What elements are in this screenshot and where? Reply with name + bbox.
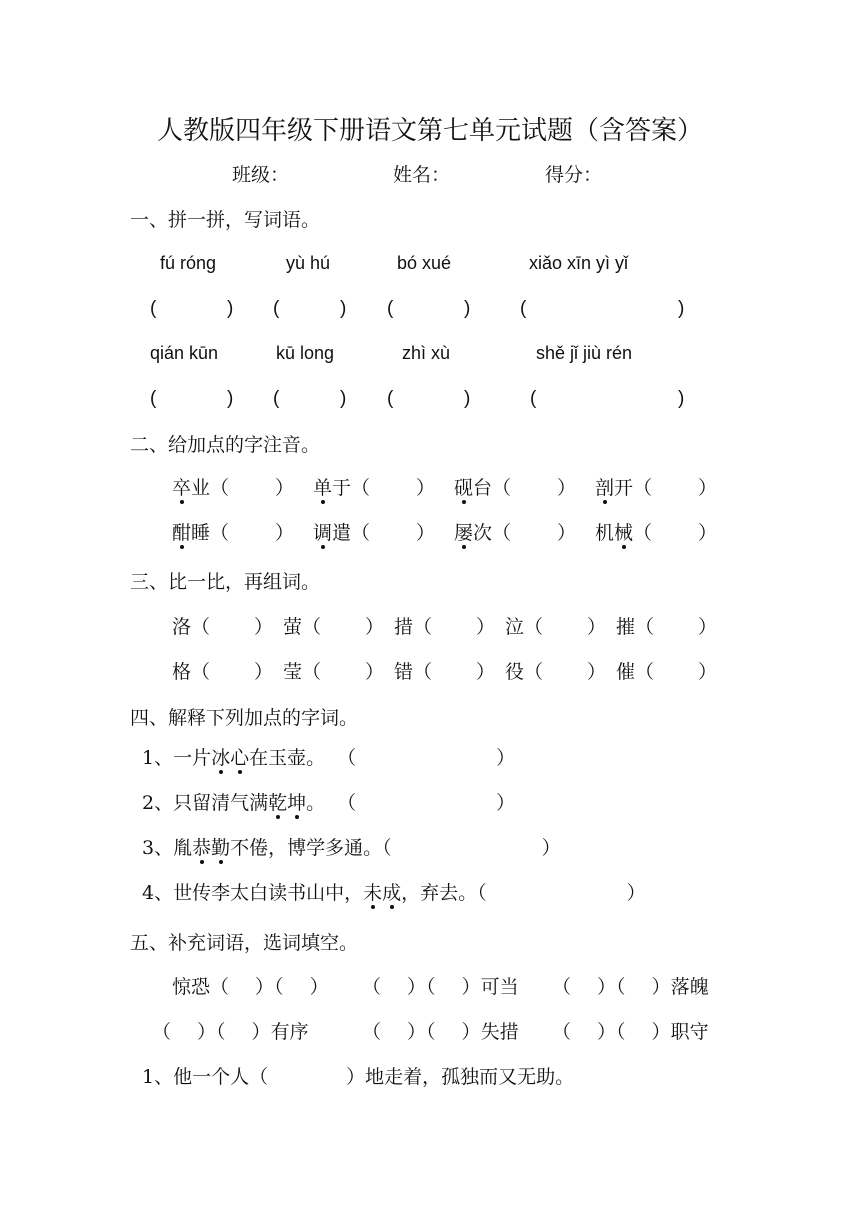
answer-paren-open: (: [530, 388, 537, 409]
section-4-heading: 四、解释下列加点的字词。: [130, 707, 359, 729]
compare-item: 摧（ ）: [616, 616, 718, 638]
answer-paren-close: ): [464, 298, 471, 319]
idiom-item: （ ）（ ）有序: [152, 1021, 309, 1043]
phonetic-item: 剖开（ ）: [595, 473, 717, 500]
name-label: 姓名：: [393, 164, 451, 186]
answer-paren-open: (: [150, 388, 157, 409]
answer-paren-open: (: [150, 298, 157, 319]
explain-item-4: 4、世传李太白读书山中，未成，弃去。（ ）: [142, 878, 646, 905]
idiom-item: （ ）（ ）失措: [362, 1021, 519, 1043]
section-5-heading: 五、补充词语，选词填空。: [130, 932, 359, 954]
phonetic-item: 卒业（ ）: [172, 473, 294, 500]
phonetic-item: 砚台（ ）: [454, 473, 576, 500]
idiom-item: （ ）（ ）职守: [552, 1021, 709, 1043]
section-1-heading: 一、拼一拼，写词语。: [130, 209, 321, 231]
phonetic-item: 屡次（ ）: [454, 518, 576, 545]
answer-paren-open: (: [387, 298, 394, 319]
pinyin-item: bó xué: [397, 253, 452, 273]
answer-paren-close: ): [340, 298, 347, 319]
compare-item: 役（ ）: [505, 661, 607, 683]
compare-item: 催（ ）: [616, 661, 718, 683]
section-2-heading: 二、给加点的字注音。: [130, 434, 321, 456]
explain-item-2: 2、只留清气满乾坤。 （ ）: [142, 788, 515, 815]
pinyin-item: yù hú: [286, 253, 331, 273]
idiom-item: （ ）（ ）可当: [362, 976, 519, 998]
pinyin-item: fú róng: [160, 253, 217, 273]
compare-item: 莹（ ）: [283, 661, 385, 683]
pinyin-item: zhì xù: [402, 343, 451, 363]
explain-item-3: 3、胤恭勤不倦，博学多通。（ ）: [142, 833, 561, 860]
compare-item: 泣（ ）: [505, 616, 607, 638]
score-label: 得分：: [545, 164, 603, 186]
compare-item: 错（ ）: [394, 661, 496, 683]
answer-paren-open: (: [273, 298, 280, 319]
answer-paren-open: (: [520, 298, 527, 319]
pinyin-item: xiǎo xīn yì yǐ: [529, 253, 629, 273]
answer-paren-close: ): [340, 388, 347, 409]
idiom-item: （ ）（ ）落魄: [552, 976, 709, 998]
phonetic-item: 调遣（ ）: [313, 518, 435, 545]
compare-item: 萤（ ）: [283, 616, 385, 638]
answer-paren-close: ): [227, 298, 234, 319]
answer-paren-close: ): [464, 388, 471, 409]
section-3-heading: 三、比一比，再组词。: [130, 571, 321, 593]
answer-paren-open: (: [387, 388, 394, 409]
pinyin-item: kū long: [276, 343, 335, 363]
pinyin-item: shě jǐ jiù rén: [536, 343, 633, 363]
answer-paren-open: (: [273, 388, 280, 409]
answer-paren-close: ): [678, 298, 685, 319]
phonetic-item: 酣睡（ ）: [172, 518, 294, 545]
explain-item-1: 1、一片冰心在玉壶。 （ ）: [142, 743, 515, 770]
fill-question-1: 1、他一个人（ ）地走着，孤独而又无助。: [142, 1066, 575, 1088]
pinyin-item: qián kūn: [150, 343, 219, 363]
page-title: 人教版四年级下册语文第七单元试题（含答案）: [156, 116, 703, 146]
phonetic-item: 单于（ ）: [313, 473, 435, 500]
answer-paren-close: ): [678, 388, 685, 409]
class-label: 班级：: [232, 164, 290, 186]
compare-item: 措（ ）: [394, 616, 496, 638]
phonetic-item: 机械（ ）: [595, 518, 717, 545]
compare-item: 洛（ ）: [172, 616, 274, 638]
answer-paren-close: ): [227, 388, 234, 409]
compare-item: 格（ ）: [172, 661, 274, 683]
idiom-item: 惊恐（ ）（ ）: [172, 976, 329, 998]
